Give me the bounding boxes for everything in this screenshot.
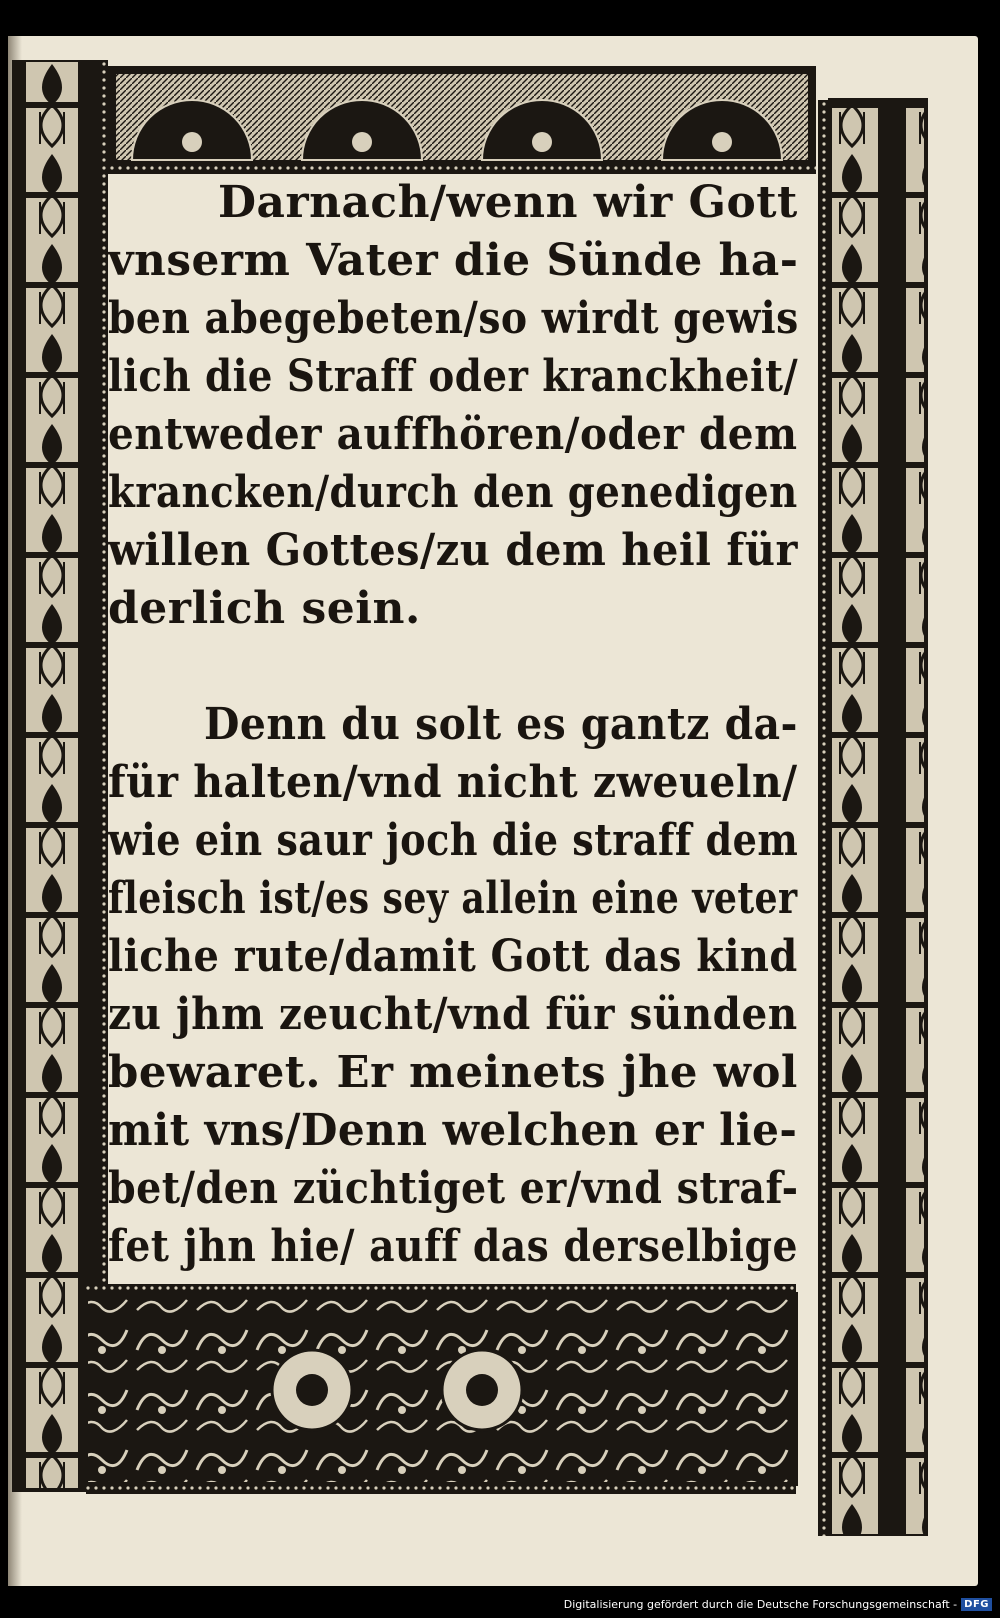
digitization-footer — [564, 1594, 992, 1614]
text-line: fet jhn hie/ auff das derselbige — [108, 1221, 798, 1272]
text-line: fleisch ist/es sey allein eine veter — [108, 873, 798, 924]
text-line: derlich sein. — [108, 583, 421, 634]
page-text — [108, 178, 808, 1348]
text-line: zu jhm zeucht/vnd für sünden — [108, 989, 798, 1040]
text-line: Darnach/wenn wir Gott — [218, 177, 798, 228]
text-line: für halten/vnd nicht zweueln/ — [108, 757, 798, 808]
text-line: liche rute/damit Gott das kind — [108, 931, 798, 982]
footer-credit: Digitalisierung gefördert durch die Deutsche Forschungsgemeinschaft - — [563, 1597, 958, 1611]
dfg-logo-icon: DFG — [961, 1598, 992, 1611]
text-line: krancken/durch den genedigen — [108, 467, 798, 518]
text-line: willen Gottes/zu dem heil für — [108, 525, 798, 576]
text-line: bewaret. Er meinets jhe wol — [108, 1047, 798, 1098]
text-line: bet/den züchtiget er/vnd straf- — [108, 1163, 799, 1214]
text-line: ben abegebeten/so wirdt gewis — [108, 293, 799, 344]
text-line: entweder auffhören/oder dem — [108, 409, 798, 460]
text-line: Denn du solt es gantz da- — [204, 699, 798, 750]
text-line: lich die Straff oder kranckheit/ — [108, 351, 799, 402]
text-line: vnserm Vater die Sünde ha- — [108, 235, 799, 286]
text-line: wie ein saur joch die straff dem — [108, 815, 799, 866]
text-line: mit vns/Denn welchen er lie- — [108, 1105, 798, 1156]
